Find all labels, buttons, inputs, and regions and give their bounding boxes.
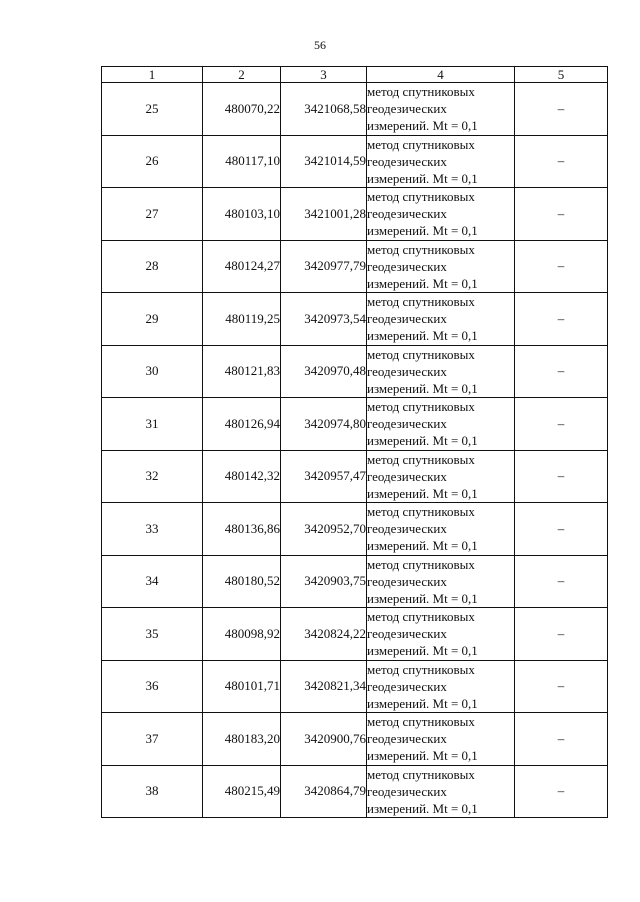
point-number-cell: 33	[102, 503, 203, 556]
y-coordinate-cell: 3420864,79	[281, 765, 367, 818]
point-number-cell: 31	[102, 398, 203, 451]
method-text-line: геодезических	[367, 678, 447, 694]
table-row	[102, 398, 608, 451]
method-text-line: метод спутниковых	[367, 399, 475, 415]
note-cell: –	[515, 608, 608, 661]
method-text-line: геодезических	[367, 258, 447, 274]
method-text-line: геодезических	[367, 783, 447, 799]
point-number-cell: 34	[102, 555, 203, 608]
note-cell: –	[515, 713, 608, 766]
method-text-line: измерений. Mt = 0,1	[367, 748, 478, 764]
y-coordinate-cell: 3420900,76	[281, 713, 367, 766]
column-header: 1	[102, 67, 203, 83]
x-coordinate-cell: 480183,20	[203, 713, 281, 766]
method-cell	[367, 765, 515, 818]
x-coordinate-cell: 480136,86	[203, 503, 281, 556]
method-text-line: геодезических	[367, 363, 447, 379]
note-cell: –	[515, 660, 608, 713]
y-coordinate-cell: 3421001,28	[281, 188, 367, 241]
method-cell	[367, 345, 515, 398]
table-row	[102, 188, 608, 241]
method-text-line: метод спутниковых	[367, 504, 475, 520]
table-row	[102, 503, 608, 556]
y-coordinate-cell: 3420974,80	[281, 398, 367, 451]
method-text-line: геодезических	[367, 573, 447, 589]
y-coordinate-cell: 3421068,58	[281, 83, 367, 136]
note-cell: –	[515, 765, 608, 818]
table-row	[102, 450, 608, 503]
table-header-row	[102, 67, 608, 83]
method-cell	[367, 503, 515, 556]
point-number-cell: 29	[102, 293, 203, 346]
point-number-cell: 27	[102, 188, 203, 241]
x-coordinate-cell: 480101,71	[203, 660, 281, 713]
method-text-line: геодезических	[367, 731, 447, 747]
y-coordinate-cell: 3420977,79	[281, 240, 367, 293]
x-coordinate-cell: 480119,25	[203, 293, 281, 346]
note-cell: –	[515, 293, 608, 346]
method-text-line: геодезических	[367, 468, 447, 484]
y-coordinate-cell: 3420821,34	[281, 660, 367, 713]
method-text-line: геодезических	[367, 153, 447, 169]
x-coordinate-cell: 480070,22	[203, 83, 281, 136]
table-row	[102, 660, 608, 713]
x-coordinate-cell: 480121,83	[203, 345, 281, 398]
y-coordinate-cell: 3420973,54	[281, 293, 367, 346]
method-text-line: метод спутниковых	[367, 714, 475, 730]
method-cell	[367, 555, 515, 608]
method-text-line: метод спутниковых	[367, 609, 475, 625]
method-text-line: измерений. Mt = 0,1	[367, 118, 478, 134]
method-cell	[367, 450, 515, 503]
page-number: 56	[314, 38, 326, 52]
method-text-line: измерений. Mt = 0,1	[367, 538, 478, 554]
table-row	[102, 293, 608, 346]
point-number-cell: 36	[102, 660, 203, 713]
method-text-line: метод спутниковых	[367, 661, 475, 677]
column-header: 4	[367, 67, 515, 83]
method-text-line: измерений. Mt = 0,1	[367, 643, 478, 659]
table-row	[102, 608, 608, 661]
method-cell	[367, 398, 515, 451]
note-cell: –	[515, 555, 608, 608]
method-text-line: измерений. Mt = 0,1	[367, 223, 478, 239]
x-coordinate-cell: 480180,52	[203, 555, 281, 608]
point-number-cell: 32	[102, 450, 203, 503]
x-coordinate-cell: 480215,49	[203, 765, 281, 818]
method-text-line: метод спутниковых	[367, 294, 475, 310]
table-row	[102, 765, 608, 818]
method-text-line: метод спутниковых	[367, 556, 475, 572]
point-number-cell: 25	[102, 83, 203, 136]
method-text-line: метод спутниковых	[367, 346, 475, 362]
method-text-line: измерений. Mt = 0,1	[367, 695, 478, 711]
method-cell	[367, 660, 515, 713]
method-text-line: метод спутниковых	[367, 136, 475, 152]
note-cell: –	[515, 398, 608, 451]
point-number-cell: 37	[102, 713, 203, 766]
table-row	[102, 713, 608, 766]
x-coordinate-cell: 480126,94	[203, 398, 281, 451]
note-cell: –	[515, 503, 608, 556]
note-cell: –	[515, 83, 608, 136]
point-number-cell: 28	[102, 240, 203, 293]
method-text-line: метод спутниковых	[367, 451, 475, 467]
point-number-cell: 38	[102, 765, 203, 818]
x-coordinate-cell: 480142,32	[203, 450, 281, 503]
y-coordinate-cell: 3421014,59	[281, 135, 367, 188]
method-cell	[367, 713, 515, 766]
note-cell: –	[515, 188, 608, 241]
point-number-cell: 30	[102, 345, 203, 398]
note-cell: –	[515, 240, 608, 293]
method-text-line: измерений. Mt = 0,1	[367, 170, 478, 186]
x-coordinate-cell: 480117,10	[203, 135, 281, 188]
x-coordinate-cell: 480103,10	[203, 188, 281, 241]
note-cell: –	[515, 450, 608, 503]
note-cell: –	[515, 345, 608, 398]
method-text-line: геодезических	[367, 206, 447, 222]
coordinates-table	[101, 66, 608, 818]
method-text-line: геодезических	[367, 521, 447, 537]
method-text-line: измерений. Mt = 0,1	[367, 433, 478, 449]
y-coordinate-cell: 3420824,22	[281, 608, 367, 661]
method-cell	[367, 608, 515, 661]
column-header: 5	[515, 67, 608, 83]
method-cell	[367, 83, 515, 136]
method-text-line: метод спутниковых	[367, 84, 475, 100]
method-text-line: измерений. Mt = 0,1	[367, 275, 478, 291]
method-text-line: измерений. Mt = 0,1	[367, 800, 478, 816]
method-text-line: геодезических	[367, 416, 447, 432]
method-text-line: измерений. Mt = 0,1	[367, 590, 478, 606]
column-header: 3	[281, 67, 367, 83]
y-coordinate-cell: 3420903,75	[281, 555, 367, 608]
x-coordinate-cell: 480124,27	[203, 240, 281, 293]
method-cell	[367, 293, 515, 346]
note-cell: –	[515, 135, 608, 188]
x-coordinate-cell: 480098,92	[203, 608, 281, 661]
y-coordinate-cell: 3420952,70	[281, 503, 367, 556]
point-number-cell: 35	[102, 608, 203, 661]
y-coordinate-cell: 3420970,48	[281, 345, 367, 398]
table-row	[102, 345, 608, 398]
method-text-line: измерений. Mt = 0,1	[367, 380, 478, 396]
table-row	[102, 555, 608, 608]
table-row	[102, 240, 608, 293]
method-text-line: метод спутниковых	[367, 189, 475, 205]
method-text-line: измерений. Mt = 0,1	[367, 485, 478, 501]
y-coordinate-cell: 3420957,47	[281, 450, 367, 503]
method-cell	[367, 240, 515, 293]
method-text-line: геодезических	[367, 626, 447, 642]
method-cell	[367, 135, 515, 188]
table-row	[102, 83, 608, 136]
point-number-cell: 26	[102, 135, 203, 188]
method-text-line: геодезических	[367, 311, 447, 327]
method-text-line: метод спутниковых	[367, 766, 475, 782]
method-cell	[367, 188, 515, 241]
table-row	[102, 135, 608, 188]
method-text-line: геодезических	[367, 101, 447, 117]
table-body	[102, 83, 608, 818]
method-text-line: измерений. Mt = 0,1	[367, 328, 478, 344]
method-text-line: метод спутниковых	[367, 241, 475, 257]
column-header: 2	[203, 67, 281, 83]
